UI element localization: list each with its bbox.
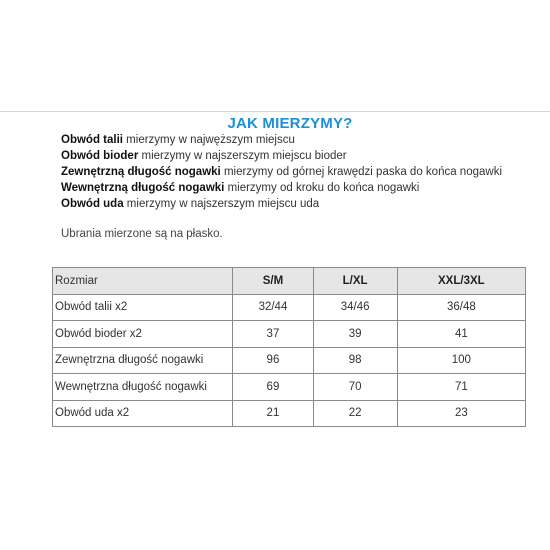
instruction-term: Obwód uda	[61, 198, 124, 210]
page-heading: JAK MIERZYMY?	[227, 115, 353, 132]
table-cell: 23	[397, 400, 525, 427]
table-cell: 32/44	[233, 294, 313, 321]
table-cell: 69	[233, 374, 313, 401]
instruction-term: Obwód talii	[61, 134, 123, 146]
table-cell: 39	[313, 321, 397, 348]
top-divider	[0, 111, 550, 112]
row-label: Obwód talii x2	[53, 294, 233, 321]
table-cell: 22	[313, 400, 397, 427]
column-header-xxl3xl: XXL/3XL	[397, 268, 525, 295]
table-row	[53, 294, 526, 321]
table-cell: 100	[397, 347, 525, 374]
table-cell: 41	[397, 321, 525, 348]
column-header-size: Rozmiar	[53, 268, 233, 295]
instruction-outer-leg	[61, 164, 502, 180]
size-table	[52, 267, 526, 427]
instruction-text: mierzymy w najszerszym miejscu uda	[123, 198, 320, 210]
table-cell: 71	[397, 374, 525, 401]
instruction-term: Zewnętrzną długość nogawki	[61, 166, 221, 178]
row-label: Obwód uda x2	[53, 400, 233, 427]
table-row	[53, 321, 526, 348]
table-row	[53, 400, 526, 427]
table-cell: 34/46	[313, 294, 397, 321]
instruction-text: mierzymy w najszerszym miejscu bioder	[138, 150, 347, 162]
column-header-sm: S/M	[233, 268, 313, 295]
instruction-text: mierzymy w najwęższym miejscu	[122, 134, 295, 146]
measurement-instructions	[61, 132, 502, 212]
instruction-term: Obwód bioder	[61, 150, 139, 162]
table-cell: 36/48	[397, 294, 525, 321]
row-label: Zewnętrzna długość nogawki	[53, 347, 233, 374]
instruction-text: mierzymy od górnej krawędzi paska do końca nogawki	[220, 166, 502, 178]
instruction-hips	[61, 148, 502, 164]
table-cell: 37	[233, 321, 313, 348]
instruction-waist	[61, 132, 502, 148]
table-row	[53, 347, 526, 374]
flat-measure-note: Ubrania mierzone są na płasko.	[61, 228, 223, 240]
row-label: Wewnętrzna długość nogawki	[53, 374, 233, 401]
table-cell: 98	[313, 347, 397, 374]
instruction-thigh	[61, 196, 502, 212]
table-cell: 21	[233, 400, 313, 427]
instruction-text: mierzymy od kroku do końca nogawki	[224, 182, 420, 194]
table-cell: 70	[313, 374, 397, 401]
table-header-row	[53, 268, 526, 295]
instruction-inner-leg	[61, 180, 502, 196]
column-header-lxl: L/XL	[313, 268, 397, 295]
table-cell: 96	[233, 347, 313, 374]
table-row	[53, 374, 526, 401]
instruction-term: Wewnętrzną długość nogawki	[61, 182, 225, 194]
row-label: Obwód bioder x2	[53, 321, 233, 348]
